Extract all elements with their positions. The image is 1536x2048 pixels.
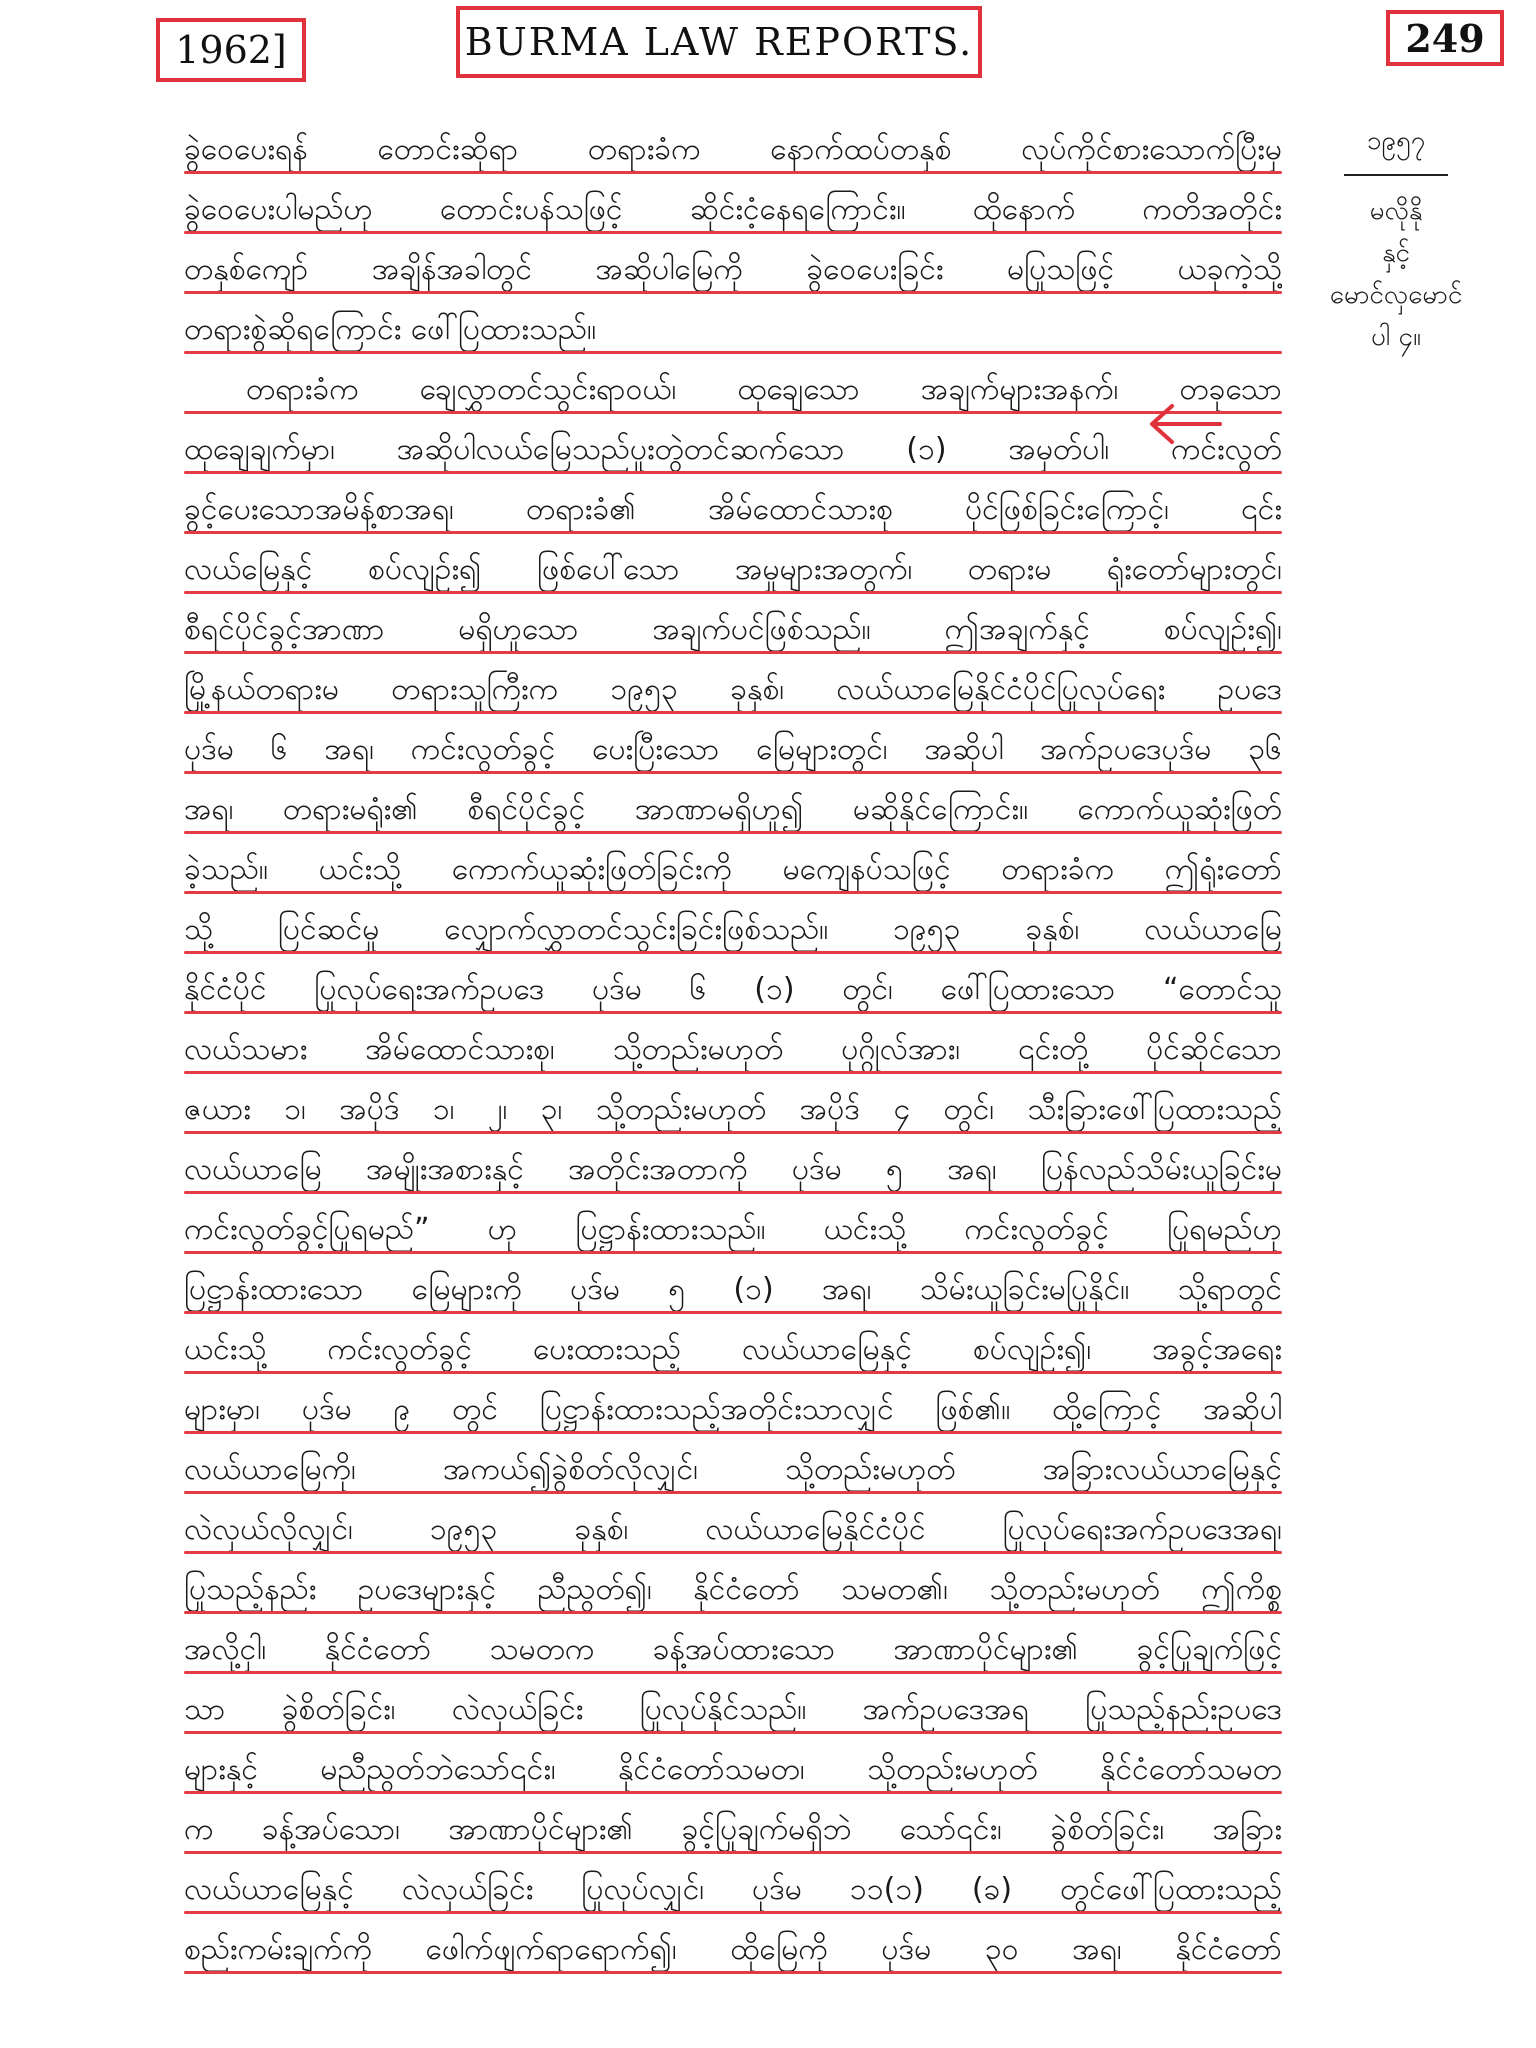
text-line: အရ၊ တရားမရုံး၏ စီရင်ပိုင်ခွင့် အာဏာမရှိဟူ၍ မဆိုနိုင်ကြောင်း။ ကောက်ယူဆုံးဖြတ် <box>184 780 1282 840</box>
text-line: လယ်မြေနှင့် စပ်လျဉ်း၍ ဖြစ်ပေါ်သော အမှုများအတွက်၊ တရားမ ရုံးတော်များတွင်၊ <box>184 540 1282 600</box>
text-line: တနှစ်ကျော် အချိန်အခါတွင် အဆိုပါမြေကို ခွဲဝေပေးခြင်း မပြုသဖြင့် ယခုကဲ့သို့ <box>184 240 1282 300</box>
text-line: တရားခံက ချေလွှာတင်သွင်းရာဝယ်၊ ထုချေသော အချက်များအနက်၊ တခုသော <box>184 360 1282 420</box>
red-arrow-annotation <box>1146 400 1222 446</box>
text-line: လဲလှယ်လိုလျှင်၊ ၁၉၅၃ ခုနှစ်၊ လယ်ယာမြေနိုင်ငံပိုင် ပြုလုပ်ရေးအက်ဥပဒေအရ၊ <box>184 1500 1282 1560</box>
text-line: လယ်ယာမြေကို၊ အကယ်၍ခွဲစိတ်လိုလျှင်၊ သို့တည်းမဟုတ် အခြားလယ်ယာမြေနှင့် <box>184 1440 1282 1500</box>
text-line: စည်းကမ်းချက်ကို ဖေါက်ဖျက်ရာရောက်၍၊ ထိုမြေကို ပုဒ်မ ၃၀ အရ၊ နိုင်ငံတော် <box>184 1920 1282 1980</box>
text-line: ပြဋ္ဌာန်းထားသော မြေများကို ပုဒ်မ ၅ (၁) အရ၊ သိမ်းယူခြင်းမပြုနိုင်။ သို့ရာတွင် <box>184 1260 1282 1320</box>
text-line: သို့ ပြင်ဆင်မှု လျှောက်လွှာတင်သွင်းခြင်းဖြစ်သည်။ ၁၉၅၃ ခုနှစ်၊ လယ်ယာမြေ <box>184 900 1282 960</box>
text-line: အလို့ငှါ၊ နိုင်ငံတော် သမတက ခန့်အပ်ထားသော အာဏာပိုင်များ၏ ခွင့်ပြုချက်ဖြင့် <box>184 1620 1282 1680</box>
text-line: ကင်းလွတ်ခွင့်ပြုရမည်” ဟု ပြဋ္ဌာန်းထားသည်။ ယင်းသို့ ကင်းလွတ်ခွင့် ပြုရမည်ဟု <box>184 1200 1282 1260</box>
text-line: ပြုသည့်နည်း ဥပဒေများနှင့် ညီညွတ်၍၊ နိုင်ငံတော် သမတ၏၊ သို့တည်းမဟုတ် ဤကိစ္စ <box>184 1560 1282 1620</box>
text-line: ယင်းသို့ ကင်းလွတ်ခွင့် ပေးထားသည့် လယ်ယာမြေနှင့် စပ်လျဉ်း၍၊ အခွင့်အရေး <box>184 1320 1282 1380</box>
margin-line-4: ပါ ၄။ <box>1370 322 1422 352</box>
text-line: ပုဒ်မ ၆ အရ၊ ကင်းလွတ်ခွင့် ပေးပြီးသော မြေများတွင်၊ အဆိုပါ အက်ဥပဒေပုဒ်မ ၃၆ <box>184 720 1282 780</box>
text-line: ခွင့်ပေးသောအမိန့်စာအရ၊ တရားခံ၏ အိမ်ထောင်သားစု ပိုင်ဖြစ်ခြင်းကြောင့်၊ ၎င်း <box>184 480 1282 540</box>
text-line: ခဲ့သည်။ ယင်းသို့ ကောက်ယူဆုံးဖြတ်ခြင်းကို မကျေနပ်သဖြင့် တရားခံက ဤရုံးတော် <box>184 840 1282 900</box>
text-line: လယ်သမား အိမ်ထောင်သားစု၊ သို့တည်းမဟုတ် ပုဂ္ဂိုလ်အား၊ ၎င်းတို့ ပိုင်ဆိုင်သော <box>184 1020 1282 1080</box>
margin-line-3: မောင်လှမောင် <box>1329 280 1463 310</box>
text-line: စီရင်ပိုင်ခွင့်အာဏာ မရှိဟူသော အချက်ပင်ဖြစ်သည်။ ဤအချက်နှင့် စပ်လျဉ်း၍၊ <box>184 600 1282 660</box>
text-line: ခွဲဝေပေးပါမည်ဟု တောင်းပန်သဖြင့် ဆိုင်းငံ့နေရကြောင်း။ ထိုနောက် ကတိအတိုင်း <box>184 180 1282 240</box>
margin-note <box>1296 120 1496 358</box>
header-page-number: 249 <box>1405 15 1485 61</box>
margin-year: ၁၉၅၇ <box>1366 126 1426 156</box>
header-year-box <box>156 18 306 82</box>
header-page-box <box>1386 10 1504 66</box>
header-title: BURMA LAW REPORTS. <box>464 20 974 64</box>
text-line: သာ ခွဲစိတ်ခြင်း၊ လဲလှယ်ခြင်း ပြုလုပ်နိုင်သည်။ အက်ဥပဒေအရ ပြုသည့်နည်းဥပဒေ <box>184 1680 1282 1740</box>
text-line: လယ်ယာမြေ အမျိုးအစားနှင့် အတိုင်းအတာကို ပုဒ်မ ၅ အရ၊ ပြန်လည်သိမ်းယူခြင်းမှ <box>184 1140 1282 1200</box>
margin-line-1: မလိုနို <box>1369 196 1423 226</box>
text-line: များမှာ၊ ပုဒ်မ ၉ တွင် ပြဋ္ဌာန်းထားသည့်အတိုင်းသာလျှင် ဖြစ်၏။ ထို့ကြောင့် အဆိုပါ <box>184 1380 1282 1440</box>
text-line: ခွဲဝေပေးရန် တောင်းဆိုရာ တရားခံက နောက်ထပ်တနှစ် လုပ်ကိုင်စားသောက်ပြီးမှ <box>184 120 1282 180</box>
text-line: က ခန့်အပ်သော၊ အာဏာပိုင်များ၏ ခွင့်ပြုချက်မရှိဘဲ သော်၎င်း၊ ခွဲစိတ်ခြင်း၊ အခြား <box>184 1800 1282 1860</box>
text-line: မြို့နယ်တရားမ တရားသူကြီးက ၁၉၅၃ ခုနှစ်၊ လယ်ယာမြေနိုင်ငံပိုင်ပြုလုပ်ရေး ဥပဒေ <box>184 660 1282 720</box>
header-title-box <box>456 6 982 78</box>
text-line: လယ်ယာမြေနှင့် လဲလှယ်ခြင်း ပြုလုပ်လျှင်၊ ပုဒ်မ ၁၁(၁) (ခ) တွင်ဖေါ်ပြထားသည့် <box>184 1860 1282 1920</box>
text-line: တရားစွဲဆိုရကြောင်း ဖေါ်ပြထားသည်။ <box>184 300 1282 360</box>
text-line: ဇယား ၁၊ အပိုဒ် ၁၊ ၂၊ ၃၊ သို့တည်းမဟုတ် အပိုဒ် ၄ တွင်၊ သီးခြားဖေါ်ပြထားသည့် <box>184 1080 1282 1140</box>
text-line: များနှင့် မညီညွတ်ဘဲသော်၎င်း၊ နိုင်ငံတော်သမတ၊ သို့တည်းမဟုတ် နိုင်ငံတော်သမတ <box>184 1740 1282 1800</box>
body-text <box>184 120 1282 1980</box>
header-year: 1962] <box>175 28 287 72</box>
margin-rule <box>1344 174 1448 176</box>
text-line: နိုင်ငံပိုင် ပြုလုပ်ရေးအက်ဥပဒေ ပုဒ်မ ၆ (၁) တွင်၊ ဖေါ်ပြထားသော “တောင်သူ <box>184 960 1282 1020</box>
text-line: ထုချေချက်မှာ၊ အဆိုပါလယ်မြေသည်ပူးတွဲတင်ဆက်သော (၁) အမှတ်ပါ၊ ကင်းလွတ် <box>184 420 1282 480</box>
margin-line-2: နှင့် <box>1382 238 1410 268</box>
